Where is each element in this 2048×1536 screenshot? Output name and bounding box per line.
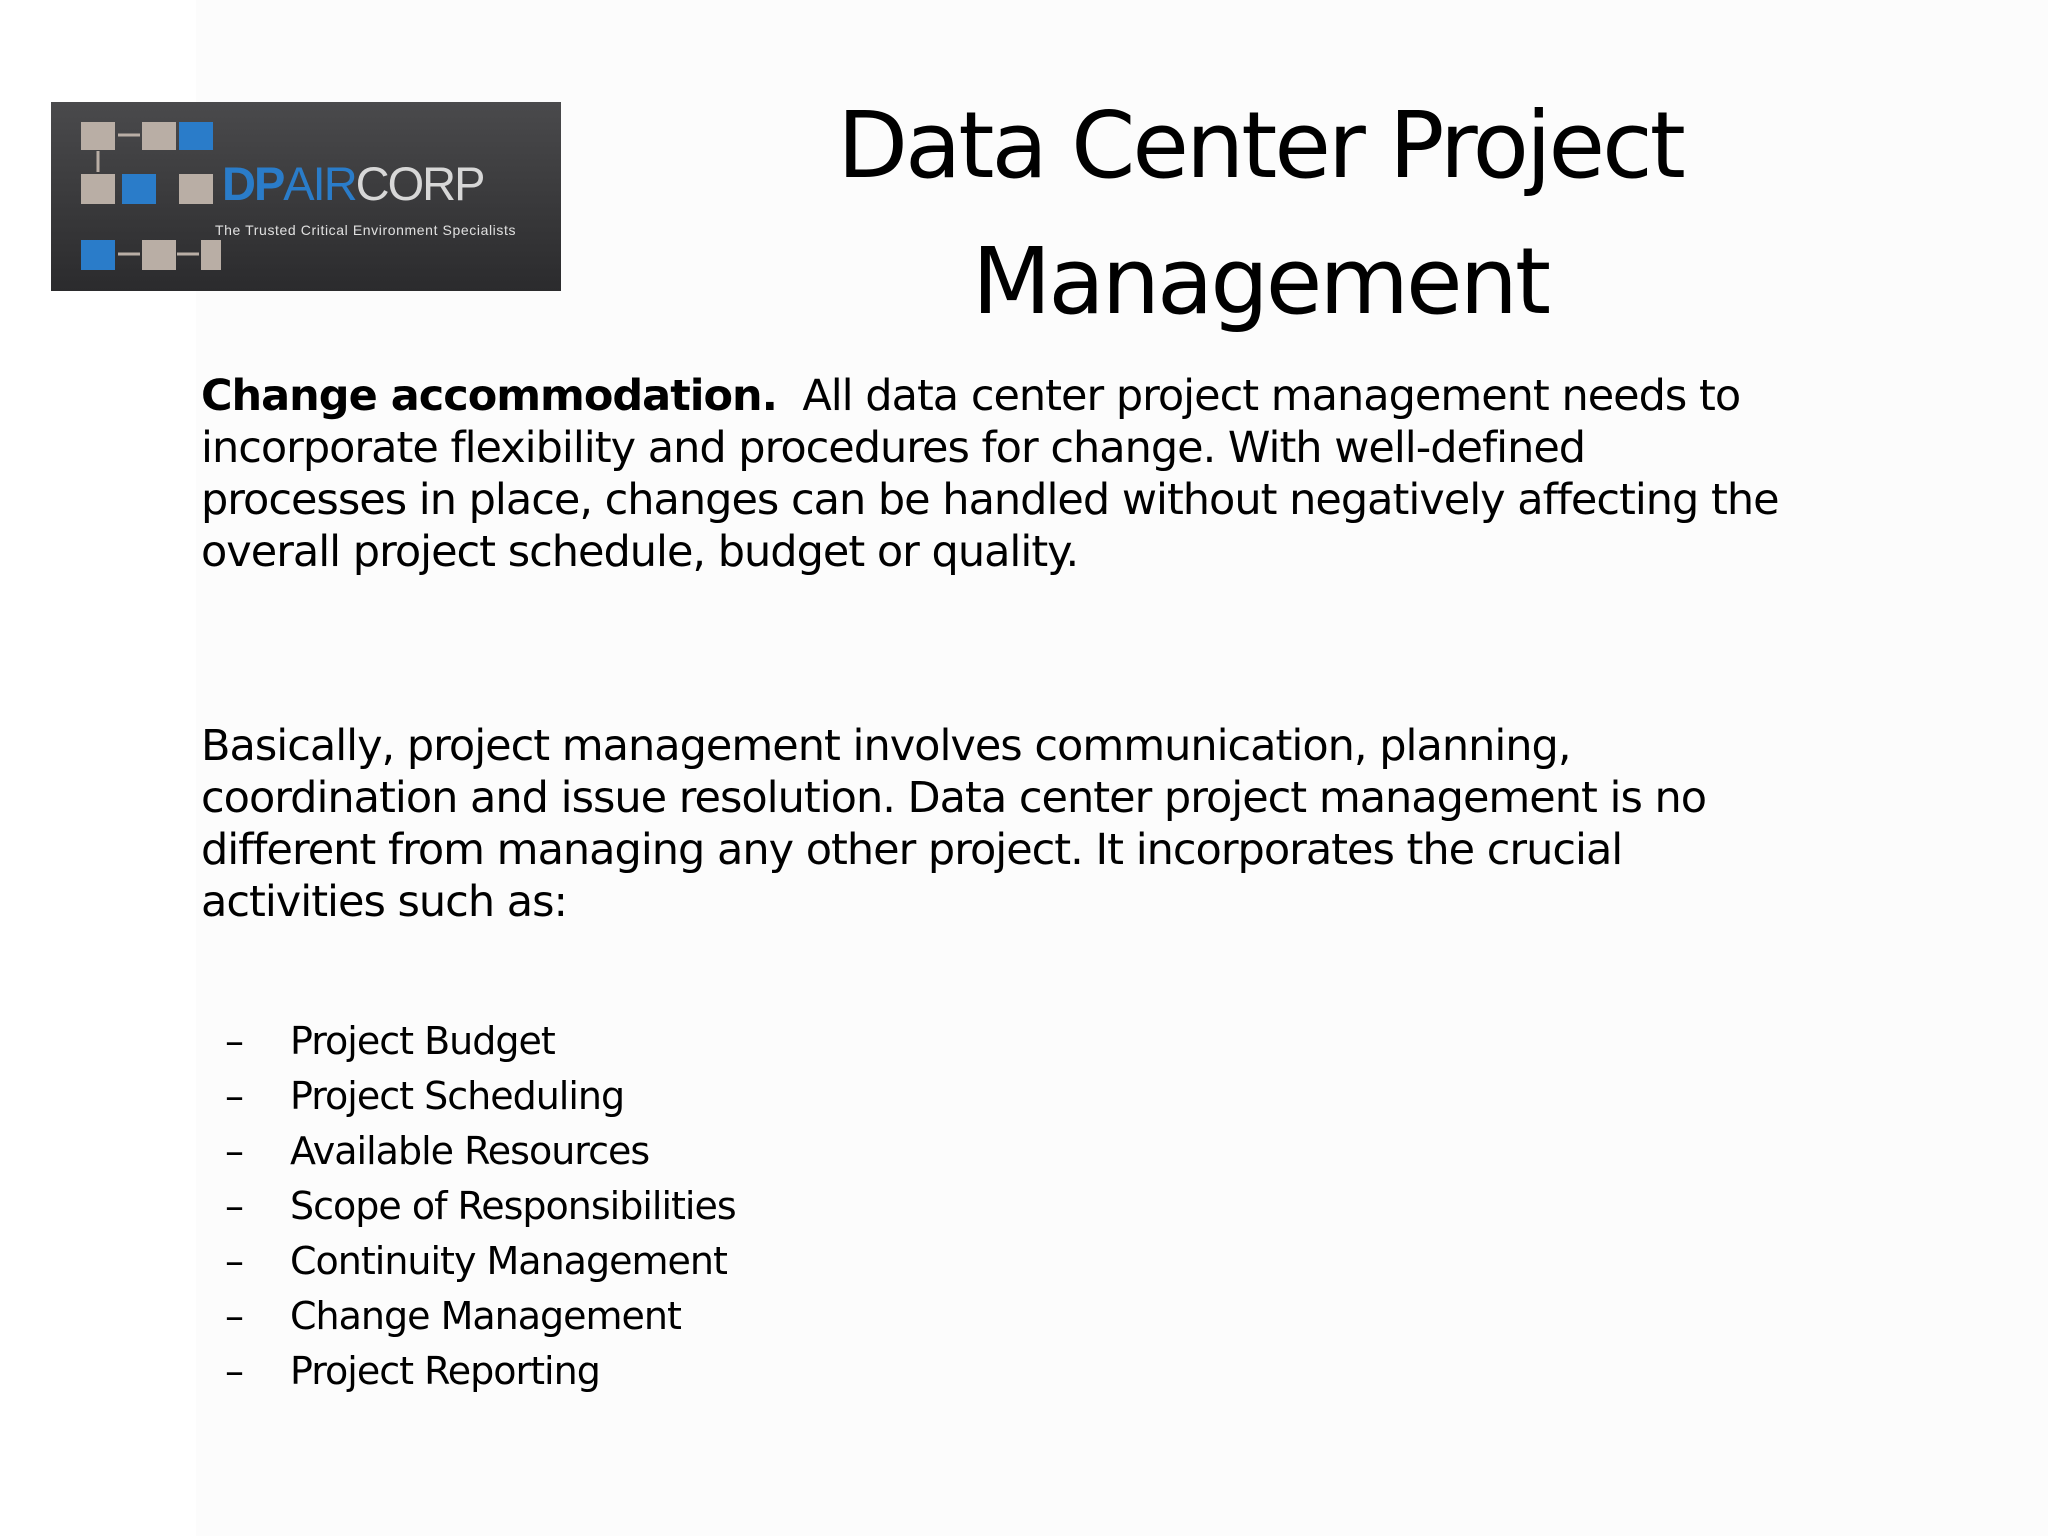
list-item-text: Project Reporting [290, 1349, 600, 1393]
list-item-text: Available Resources [290, 1129, 650, 1173]
list-item [201, 1069, 1991, 1124]
bullet-dash: – [225, 1129, 243, 1173]
list-item-text: Change Management [290, 1294, 681, 1338]
paragraph-line: overall project schedule, budget or quality. [201, 527, 1079, 577]
list-item-text: Continuity Management [290, 1239, 727, 1283]
list-item-text: Project Scheduling [290, 1074, 625, 1118]
logo-wordmark-corp: CORP [355, 157, 484, 210]
list-item [201, 1124, 1991, 1179]
paragraph-line: activities such as: [201, 877, 567, 927]
list-item [201, 1289, 1991, 1344]
logo-wordmark-air: AIR [283, 157, 356, 210]
list-item [201, 1014, 1991, 1069]
paragraph-line: processes in place, changes can be handled without negatively affecting the [201, 475, 1779, 525]
paragraph-line: different from managing any other project. It incorporates the crucial [201, 825, 1623, 875]
list-item [201, 1234, 1991, 1289]
paragraph-basically [201, 668, 1991, 928]
paragraph-line [201, 370, 1991, 422]
bullet-dash: – [225, 1294, 243, 1338]
logo-grid-icon [81, 122, 221, 270]
slide-title-line: Data Center Project [837, 92, 1683, 199]
logo-tagline: The Trusted Critical Environment Specialists [215, 222, 517, 238]
paragraph-lead-rest: All data center project management needs to [776, 371, 1741, 421]
bullet-dash: – [225, 1349, 243, 1393]
paragraph-line: coordination and issue resolution. Data center project management is no [201, 773, 1707, 823]
bullet-dash: – [225, 1239, 243, 1283]
slide-title-line: Management [971, 228, 1549, 335]
logo-wordmark [222, 157, 484, 210]
list-item-text: Scope of Responsibilities [290, 1184, 736, 1228]
logo-wordmark-dp: DP [222, 157, 284, 210]
list-item-text: Project Budget [290, 1019, 555, 1063]
paragraph-change-accommodation [201, 370, 1991, 578]
paragraph-line: incorporate flexibility and procedures for change. With well-defined [201, 423, 1586, 473]
list-item [201, 1179, 1991, 1234]
slide-title [700, 78, 1820, 350]
paragraph-lead: Change accommodation. [201, 371, 777, 421]
slide-body [201, 370, 1991, 1399]
company-logo [51, 102, 561, 291]
bullet-dash: – [225, 1074, 243, 1118]
bullet-dash: – [225, 1184, 243, 1228]
activities-list [201, 1014, 1991, 1399]
paragraph-line: Basically, project management involves communication, planning, [201, 721, 1571, 771]
list-item [201, 1344, 1991, 1399]
bullet-dash: – [225, 1019, 243, 1063]
